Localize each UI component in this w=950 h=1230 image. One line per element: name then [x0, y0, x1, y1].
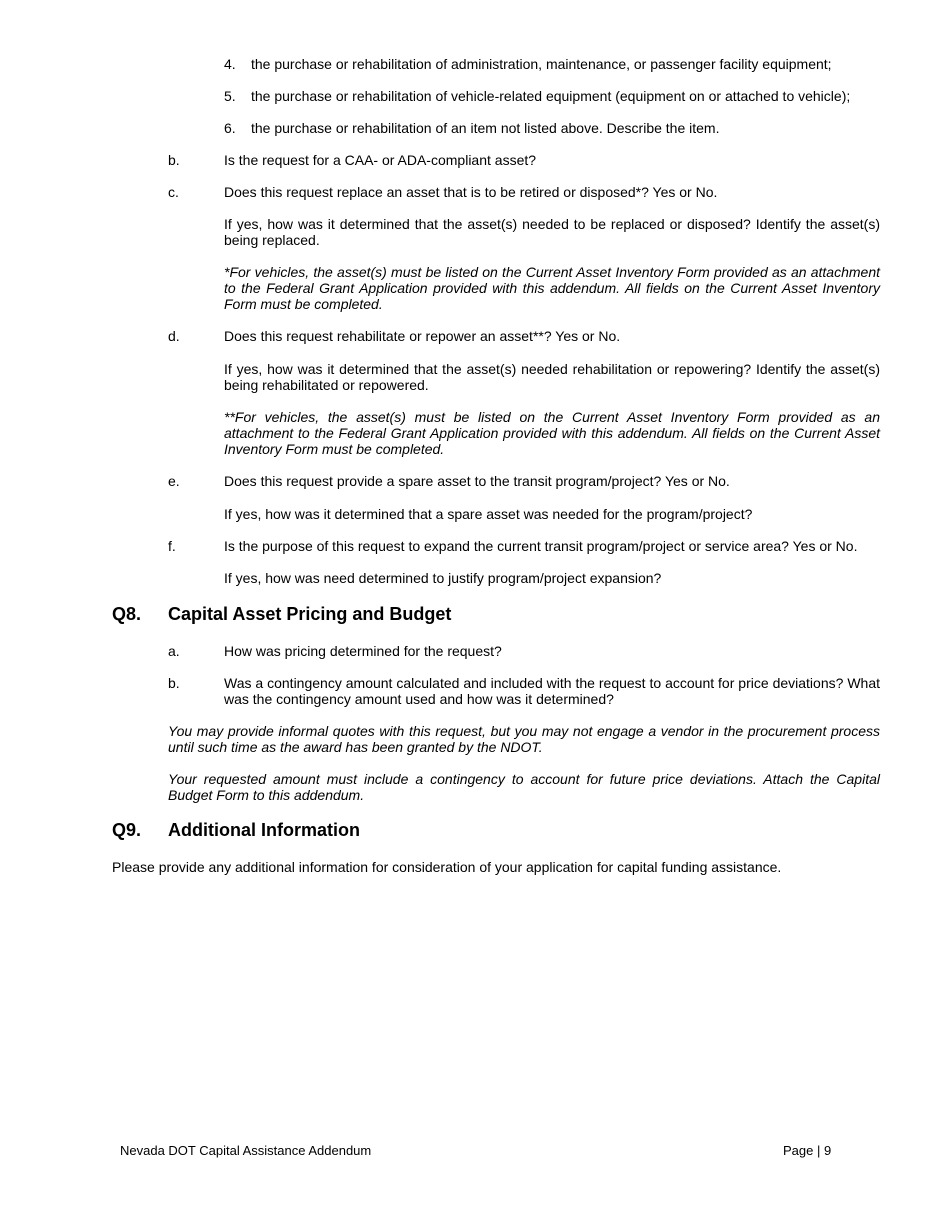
section-title-q9: Additional Information	[168, 820, 360, 840]
q8-note-quotes: You may provide informal quotes with this request, but you may not engage a vendor in the procurement process until such time as the award has been granted by the NDOT.	[168, 723, 880, 755]
q8-b-text: Was a contingency amount calculated and included with the request to account for price deviations? What was the contingency amount used and how was it determined?	[224, 675, 880, 707]
item-number: 6.	[224, 120, 236, 136]
question-c-followup: If yes, how was it determined that the asset(s) needed to be replaced or disposed? Identify the asset(s) being replaced.	[224, 216, 880, 248]
question-c-text: Does this request replace an asset that is to be retired or disposed*? Yes or No.	[224, 184, 718, 200]
item-number: 5.	[224, 88, 236, 104]
question-letter-c: c.	[168, 184, 179, 200]
footer-page-number: Page | 9	[783, 1143, 832, 1158]
item-text: the purchase or rehabilitation of vehicle-related equipment (equipment on or attached to vehicle);	[251, 88, 851, 104]
question-e-text: Does this request provide a spare asset to the transit program/project? Yes or No.	[224, 473, 730, 489]
q9-text: Please provide any additional information for consideration of your application for capital funding assistance.	[112, 859, 782, 875]
question-d-followup: If yes, how was it determined that the asset(s) needed rehabilitation or repowering? Identify the asset(s) being rehabilitated or repowered.	[224, 361, 880, 393]
question-letter-b: b.	[168, 152, 180, 168]
question-letter-d: d.	[168, 328, 180, 344]
item-number: 4.	[224, 56, 236, 72]
q8-letter-a: a.	[168, 643, 180, 659]
item-text: the purchase or rehabilitation of administration, maintenance, or passenger facility equipment;	[251, 56, 832, 72]
question-letter-e: e.	[168, 473, 180, 489]
footer-document-title: Nevada DOT Capital Assistance Addendum	[120, 1143, 372, 1158]
question-letter-f: f.	[168, 538, 176, 554]
section-number-q8: Q8.	[112, 604, 142, 624]
q8-letter-b: b.	[168, 675, 180, 691]
question-e-followup: If yes, how was it determined that a spare asset was needed for the program/project?	[224, 506, 753, 522]
question-f-text: Is the purpose of this request to expand the current transit program/project or service area? Yes or No.	[224, 538, 858, 554]
question-f-followup: If yes, how was need determined to justify program/project expansion?	[224, 570, 662, 586]
question-d-text: Does this request rehabilitate or repower an asset**? Yes or No.	[224, 328, 621, 344]
q8-note-contingency: Your requested amount must include a contingency to account for future price deviations. Attach the Capital Budget Form to this addendum.	[168, 771, 880, 803]
q8-a-text: How was pricing determined for the request?	[224, 643, 502, 659]
section-title-q8: Capital Asset Pricing and Budget	[168, 604, 452, 624]
question-b-text: Is the request for a CAA- or ADA-compliant asset?	[224, 152, 537, 168]
question-d-note: **For vehicles, the asset(s) must be listed on the Current Asset Inventory Form provided as an attachment to the Federal Grant Application provided with this addendum. All fields on the Current Asset Inventory Form must be completed.	[224, 409, 880, 457]
question-c-note: *For vehicles, the asset(s) must be listed on the Current Asset Inventory Form provided as an attachment to the Federal Grant Application provided with this addendum. All fields on the Current Asset Inventory Form must be completed.	[224, 264, 880, 312]
item-text: the purchase or rehabilitation of an item not listed above. Describe the item.	[251, 120, 720, 136]
section-number-q9: Q9.	[112, 820, 142, 840]
